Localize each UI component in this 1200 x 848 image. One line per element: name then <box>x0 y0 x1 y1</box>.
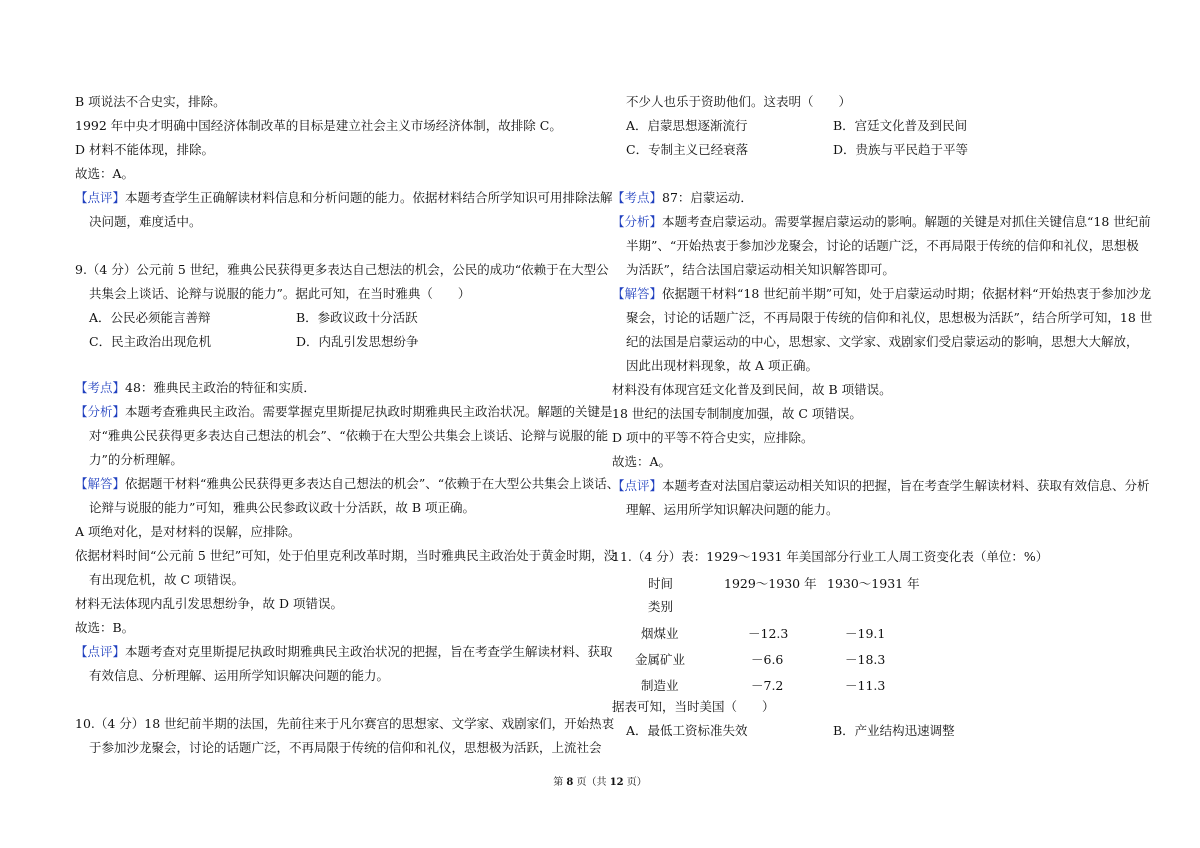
text-line: 材料没有体现宫廷文化普及到民间，故 B 项错误。 <box>612 382 892 397</box>
text-line: 力”的分析理解。 <box>89 452 183 467</box>
fenxi-text: 本题考查启蒙运动。需要掌握启蒙运动的影响。解题的关键是对抓住关键信息“18 世纪前 <box>662 214 1151 229</box>
text-line: 有效信息、分析理解、运用所学知识解决问题的能力。 <box>89 668 390 683</box>
table-header-col2: 1930～1931 年 <box>827 576 920 591</box>
text-line: 纪的法国是启蒙运动的中心，思想家、文学家、戏剧家们受启蒙运动的影响，思想大大解放， <box>626 334 1139 349</box>
jieda-line <box>75 476 619 492</box>
option-b: B．参政议政十分活跃 <box>296 310 418 325</box>
text-line: 对“雅典公民获得更多表达自己想法的机会”、“依赖于在大型公共集会上谈话、论辩与说服的能 <box>89 428 609 443</box>
option-d: D．内乱引发思想纷争 <box>296 334 419 349</box>
table-cell: －7.2 <box>751 678 784 693</box>
table-cell: －18.3 <box>845 652 886 667</box>
text-line: 故选：A。 <box>612 454 672 469</box>
kaodian-tag: 【考点】 <box>75 380 126 395</box>
option-b: B．产业结构迅速调整 <box>833 723 955 738</box>
kaodian-line <box>612 190 753 206</box>
comment-tag: 【点评】 <box>75 190 126 205</box>
fenxi-text: 本题考查雅典民主政治。需要掌握克里斯提尼执政时期雅典民主政治状况。解题的关键是 <box>125 404 613 419</box>
text-line: 18 世纪的法国专制制度加强，故 C 项错误。 <box>612 406 862 421</box>
question-11-prompt: 据表可知，当时美国（ ） <box>612 699 775 714</box>
option-b: B．宫廷文化普及到民间 <box>833 118 968 133</box>
comment-line <box>75 190 613 206</box>
option-a: A．启蒙思想逐渐流行 <box>626 118 748 133</box>
fenxi-line <box>612 214 1151 230</box>
jieda-line <box>612 286 1151 302</box>
text-line: 依据材料时间“公元前 5 世纪”可知，处于伯里克利改革时期，当时雅典民主政治处于黄金时期，没 <box>75 548 617 563</box>
table-header-col1: 1929～1930 年 <box>724 576 817 591</box>
fenxi-tag: 【分析】 <box>612 214 663 229</box>
kaodian-text: 48：雅典民主政治的特征和实质． <box>125 380 316 395</box>
footer-pre: 第 <box>553 777 567 788</box>
text-line: 故选：A。 <box>75 166 135 181</box>
question-10-stem-cont: 于参加沙龙聚会，讨论的话题广泛，不再局限于传统的信仰和礼仪，思想极为活跃，上流社会 <box>89 740 602 755</box>
comment-line <box>75 644 613 660</box>
question-9-stem: 9.（4 分）公元前 5 世纪，雅典公民获得更多表达自己想法的机会，公民的成功“依赖于在大型公 <box>75 262 609 277</box>
question-11-stem: 11.（4 分）表：1929～1931 年美国部分行业工人周工资变化表（单位：%） <box>612 549 1049 564</box>
text-line: 因此出现材料现象，故 A 项正确。 <box>626 358 818 373</box>
fenxi-line <box>75 404 613 420</box>
text-line: 半期”、“开始热衷于参加沙龙聚会，讨论的话题广泛，不再局限于传统的信仰和礼仪，思想极 <box>626 238 1139 253</box>
comment-text: 本题考查对法国启蒙运动相关知识的把握，旨在考查学生解读材料、获取有效信息、分析 <box>662 478 1150 493</box>
comment-line <box>612 478 1150 494</box>
footer-mid: 页（共 <box>573 777 610 788</box>
page-total: 12 <box>609 777 624 788</box>
text-line: D 项中的平等不符合史实，应排除。 <box>612 430 814 445</box>
page-footer <box>0 773 1200 788</box>
option-c: C．民主政治出现危机 <box>89 334 212 349</box>
table-cell: －12.3 <box>748 626 789 641</box>
comment-tag: 【点评】 <box>75 644 126 659</box>
text-line: 理解、运用所学知识解决问题的能力。 <box>626 502 839 517</box>
kaodian-text: 87：启蒙运动． <box>662 190 753 205</box>
text-line: 故选：B。 <box>75 620 135 635</box>
table-cell: －6.6 <box>751 652 784 667</box>
table-cell: －19.1 <box>845 626 886 641</box>
text-line: 决问题，难度适中。 <box>89 214 202 229</box>
table-row-label: 制造业 <box>641 678 679 693</box>
jieda-text: 依据题干材料“18 世纪前半期”可知，处于启蒙运动时期；依据材料“开始热衷于参加沙龙 <box>662 286 1152 301</box>
comment-tag: 【点评】 <box>612 478 663 493</box>
text-line: 有出现危机，故 C 项错误。 <box>89 572 245 587</box>
table-header-time: 时间 <box>648 576 674 591</box>
option-d: D．贵族与平民趋于平等 <box>833 142 969 157</box>
text-line: B 项说法不合史实，排除。 <box>75 94 226 109</box>
jieda-tag: 【解答】 <box>612 286 663 301</box>
table-row-label: 金属矿业 <box>635 652 686 667</box>
jieda-tag: 【解答】 <box>75 476 126 491</box>
text-line: 为活跃”，结合法国启蒙运动相关知识解答即可。 <box>626 262 895 277</box>
table-row-label: 烟煤业 <box>641 626 679 641</box>
option-a: A．最低工资标准失效 <box>626 723 748 738</box>
footer-post: 页） <box>623 777 647 788</box>
table-cell: －11.3 <box>845 678 886 693</box>
question-10-stem: 10.（4 分）18 世纪前半期的法国，先前往来于凡尔赛宫的思想家、文学家、戏剧家们，开始热衷 <box>75 716 615 731</box>
fenxi-tag: 【分析】 <box>75 404 126 419</box>
option-a: A．公民必须能言善辩 <box>89 310 211 325</box>
text-line: 材料无法体现内乱引发思想纷争，故 D 项错误。 <box>75 596 343 611</box>
page-number: 8 <box>566 777 574 788</box>
table-header-category: 类别 <box>648 599 674 614</box>
option-c: C．专制主义已经衰落 <box>626 142 749 157</box>
question-10-stem-cont: 不少人也乐于资助他们。这表明（ ） <box>626 94 852 109</box>
kaodian-line <box>75 380 316 396</box>
comment-text: 本题考查对克里斯提尼执政时期雅典民主政治状况的把握，旨在考查学生解读材料、获取 <box>125 644 613 659</box>
kaodian-tag: 【考点】 <box>612 190 663 205</box>
question-9-stem-cont: 共集会上谈话、论辩与说服的能力”。据此可知，在当时雅典（ ） <box>89 286 471 301</box>
text-line: 聚会，讨论的话题广泛，不再局限于传统的信仰和礼仪，思想极为活跃”，结合所学可知，18 世 <box>626 310 1153 325</box>
jieda-text: 依据题干材料“雅典公民获得更多表达自己想法的机会”、“依赖于在大型公共集会上谈话、 <box>125 476 620 491</box>
text-line: 论辩与说服的能力”可知，雅典公民参政议政十分活跃，故 B 项正确。 <box>89 500 476 515</box>
comment-text: 本题考查学生正确解读材料信息和分析问题的能力。依据材料结合所学知识可用排除法解 <box>125 190 613 205</box>
text-line: 1992 年中央才明确中国经济体制改革的目标是建立社会主义市场经济体制，故排除 C。 <box>75 118 562 133</box>
text-line: A 项绝对化，是对材料的误解，应排除。 <box>75 524 301 539</box>
text-line: D 材料不能体现，排除。 <box>75 142 214 157</box>
